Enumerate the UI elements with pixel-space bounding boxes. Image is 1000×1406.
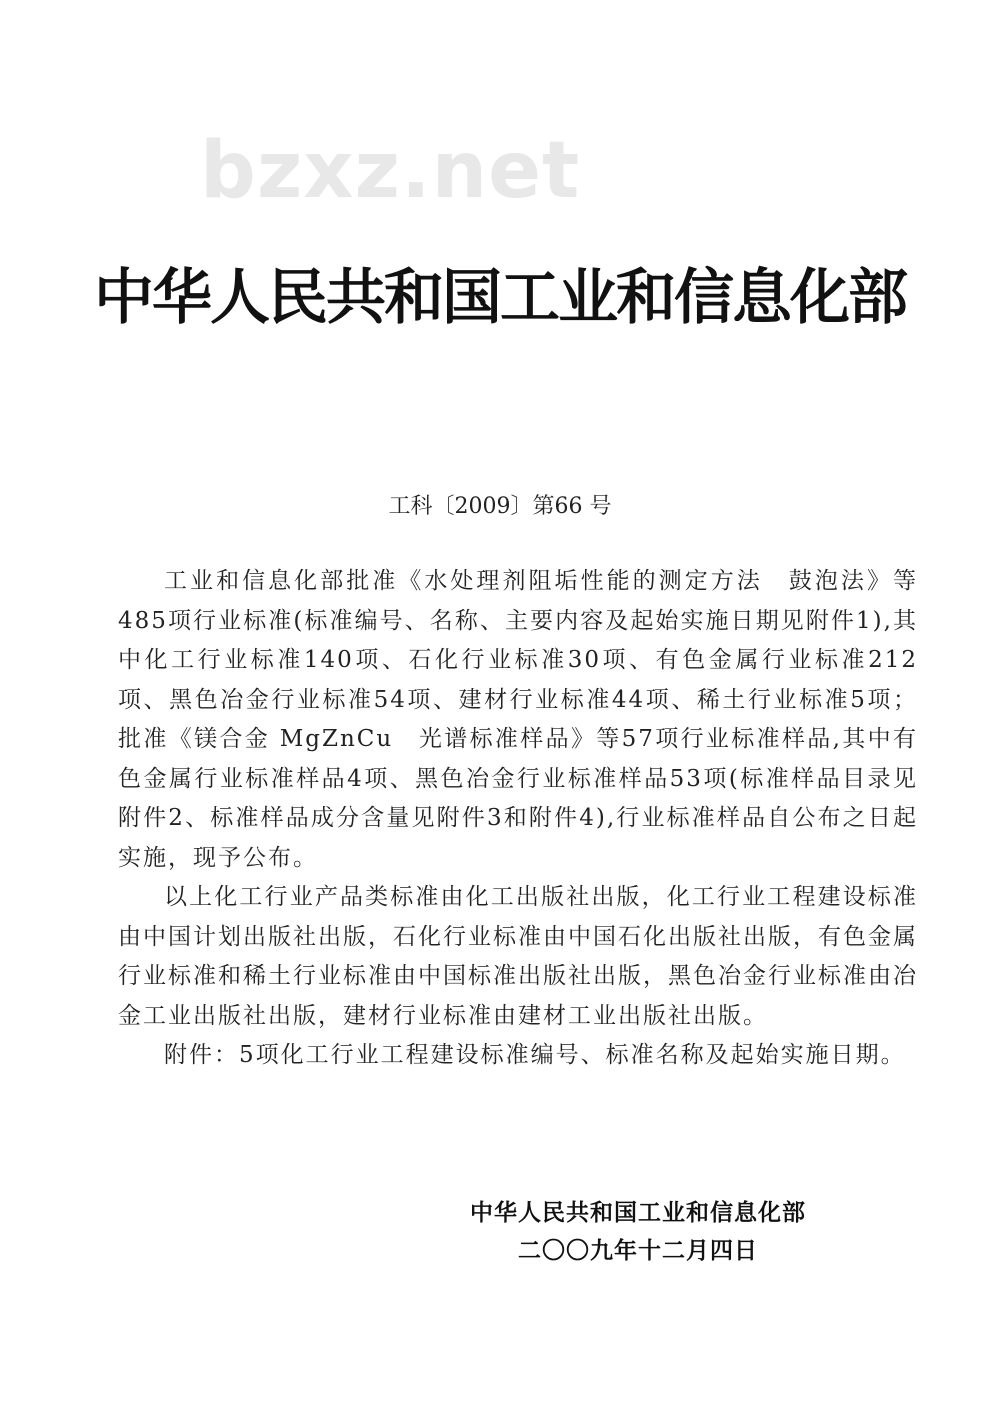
signature-issuer: 中华人民共和国工业和信息化部 bbox=[470, 1200, 806, 1226]
paragraph-publishers: 以上化工行业产品类标准由化工出版社出版，化工行业工程建设标准由中国计划出版社出版，石化行业标准由中国石化出版社出版，有色金属行业标准和稀土行业标准由中国标准出版社出版，黑色冶金行业标准由冶金工业出版社出版，建材行业标准由建材工业出版社出版。 bbox=[118, 884, 918, 1029]
document-number: 工科〔2009〕第66 号 bbox=[388, 494, 612, 519]
ministry-title: 中华人民共和国工业和信息化部 bbox=[94, 263, 906, 333]
signature-block bbox=[456, 1194, 820, 1270]
watermark-text: bzxz.net bbox=[200, 126, 581, 216]
signature-date: 二〇〇九年十二月四日 bbox=[518, 1238, 758, 1264]
paragraph-approval: 工业和信息化部批准《水处理剂阻垢性能的测定方法 鼓泡法》等485项行业标准(标准编号、名称、主要内容及起始实施日期见附件1),其中化工行业标准140项、石化行业标准30项、有色金属行业标准212项、黑色冶金行业标准54项、建材行业标准44项、稀土行业标准5项；批准《镁合金 MgZnCu 光谱标准样品》等57项行业标准样品,其中有色金属行业标准样品4项、黑色冶金行业标准样品53项(标准样品目录见附件2、标准样品成分含量见附件3和附件4),行业标准样品自公布之日起实施，现予公布。 bbox=[118, 568, 918, 871]
paragraph-attachment: 附件：5项化工行业工程建设标准编号、标准名称及起始实施日期。 bbox=[164, 1042, 906, 1068]
document-body bbox=[118, 562, 918, 1076]
